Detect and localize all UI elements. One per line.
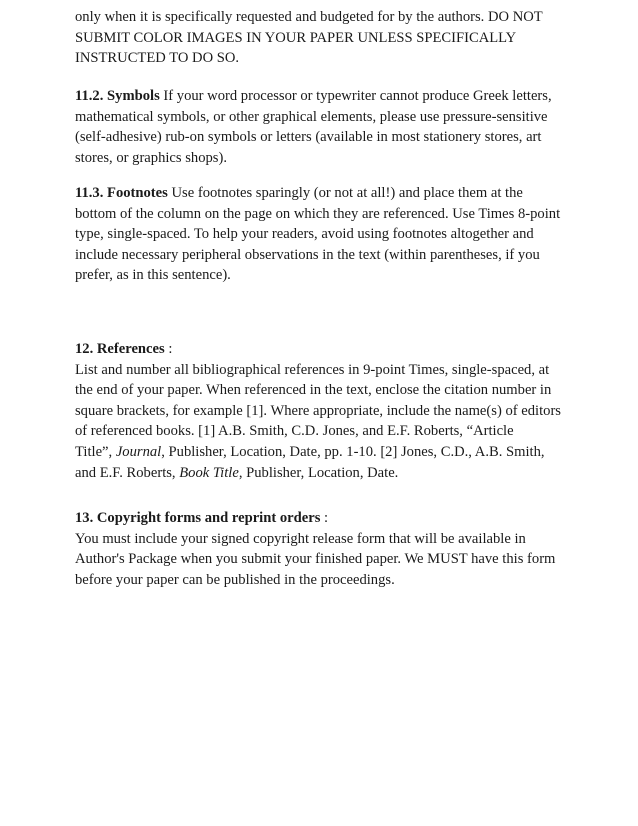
references-heading: 12. References — [75, 341, 165, 357]
references-heading-line — [75, 339, 567, 360]
references-line-5 — [75, 442, 567, 463]
references-section — [75, 339, 567, 483]
references-line-2: the end of your paper. When referenced in the text, enclose the citation number in — [75, 382, 552, 399]
references-heading-suffix: : — [164, 341, 173, 357]
footnotes-heading: 11.3. Footnotes — [75, 185, 168, 201]
footnotes-line-2: bottom of the column on the page on which they are referenced. Use Times 8-point — [75, 205, 561, 222]
symbols-line-3: (self-adhesive) rub-on symbols or letters (available in most stationery stores, art — [75, 129, 542, 146]
references-line-6-b: , Publisher, Location, Date. — [238, 464, 399, 481]
footnotes-line-1 — [75, 183, 567, 204]
copyright-heading-line — [75, 508, 567, 529]
symbols-line-1 — [75, 86, 567, 107]
symbols-text-1: If your word processor or typewriter cannot produce Greek letters, — [159, 88, 552, 104]
references-line-4: of referenced books. [1] A.B. Smith, C.D. Jones, and E.F. Roberts, “Article — [75, 423, 514, 440]
symbols-section — [75, 86, 567, 168]
copyright-section — [75, 508, 567, 590]
copyright-line-2: Author's Package when you submit your finished paper. We MUST have this form — [75, 551, 556, 568]
symbols-line-2: mathematical symbols, or other graphical elements, please use pressure-sensitive — [75, 108, 548, 125]
book-title: Book Title — [179, 464, 239, 481]
intro-paragraph — [75, 7, 567, 69]
copyright-heading-suffix: : — [320, 510, 329, 526]
footnotes-line-3: type, single-spaced. To help your readers, avoid using footnotes altogether and — [75, 226, 534, 243]
footnotes-section — [75, 183, 567, 286]
symbols-heading: 11.2. Symbols — [75, 88, 160, 104]
references-line-5-b: , Publisher, Location, Date, pp. 1-10. [2] Jones, C.D., A.B. Smith, — [161, 443, 545, 460]
references-line-5-a: Title”, — [75, 443, 116, 460]
references-line-6-a: and E.F. Roberts, — [75, 464, 180, 481]
footnotes-line-4: include necessary peripheral observations in the text (within parentheses, if you — [75, 246, 540, 263]
references-line-3: square brackets, for example [1]. Where appropriate, include the name(s) of editors — [75, 402, 561, 419]
footnotes-text-1: Use footnotes sparingly (or not at all!) and place them at the — [167, 185, 523, 201]
copyright-line-1: You must include your signed copyright release form that will be available in — [75, 530, 526, 547]
footnotes-line-5: prefer, as in this sentence). — [75, 267, 231, 284]
journal-title: Journal — [115, 443, 162, 460]
references-line-6 — [75, 463, 567, 484]
intro-line-1: only when it is specifically requested and budgeted for by the authors. DO NOT — [75, 9, 543, 25]
symbols-line-4: stores, or graphics shops). — [75, 149, 227, 166]
references-line-1: List and number all bibliographical references in 9-point Times, single-spaced, at — [75, 361, 550, 378]
copyright-heading: 13. Copyright forms and reprint orders — [75, 510, 321, 526]
intro-line-2: SUBMIT COLOR IMAGES IN YOUR PAPER UNLESS SPECIFICALLY — [75, 29, 517, 46]
copyright-line-3: before your paper can be published in the proceedings. — [75, 571, 395, 588]
intro-line-3: INSTRUCTED TO DO SO. — [75, 50, 240, 67]
